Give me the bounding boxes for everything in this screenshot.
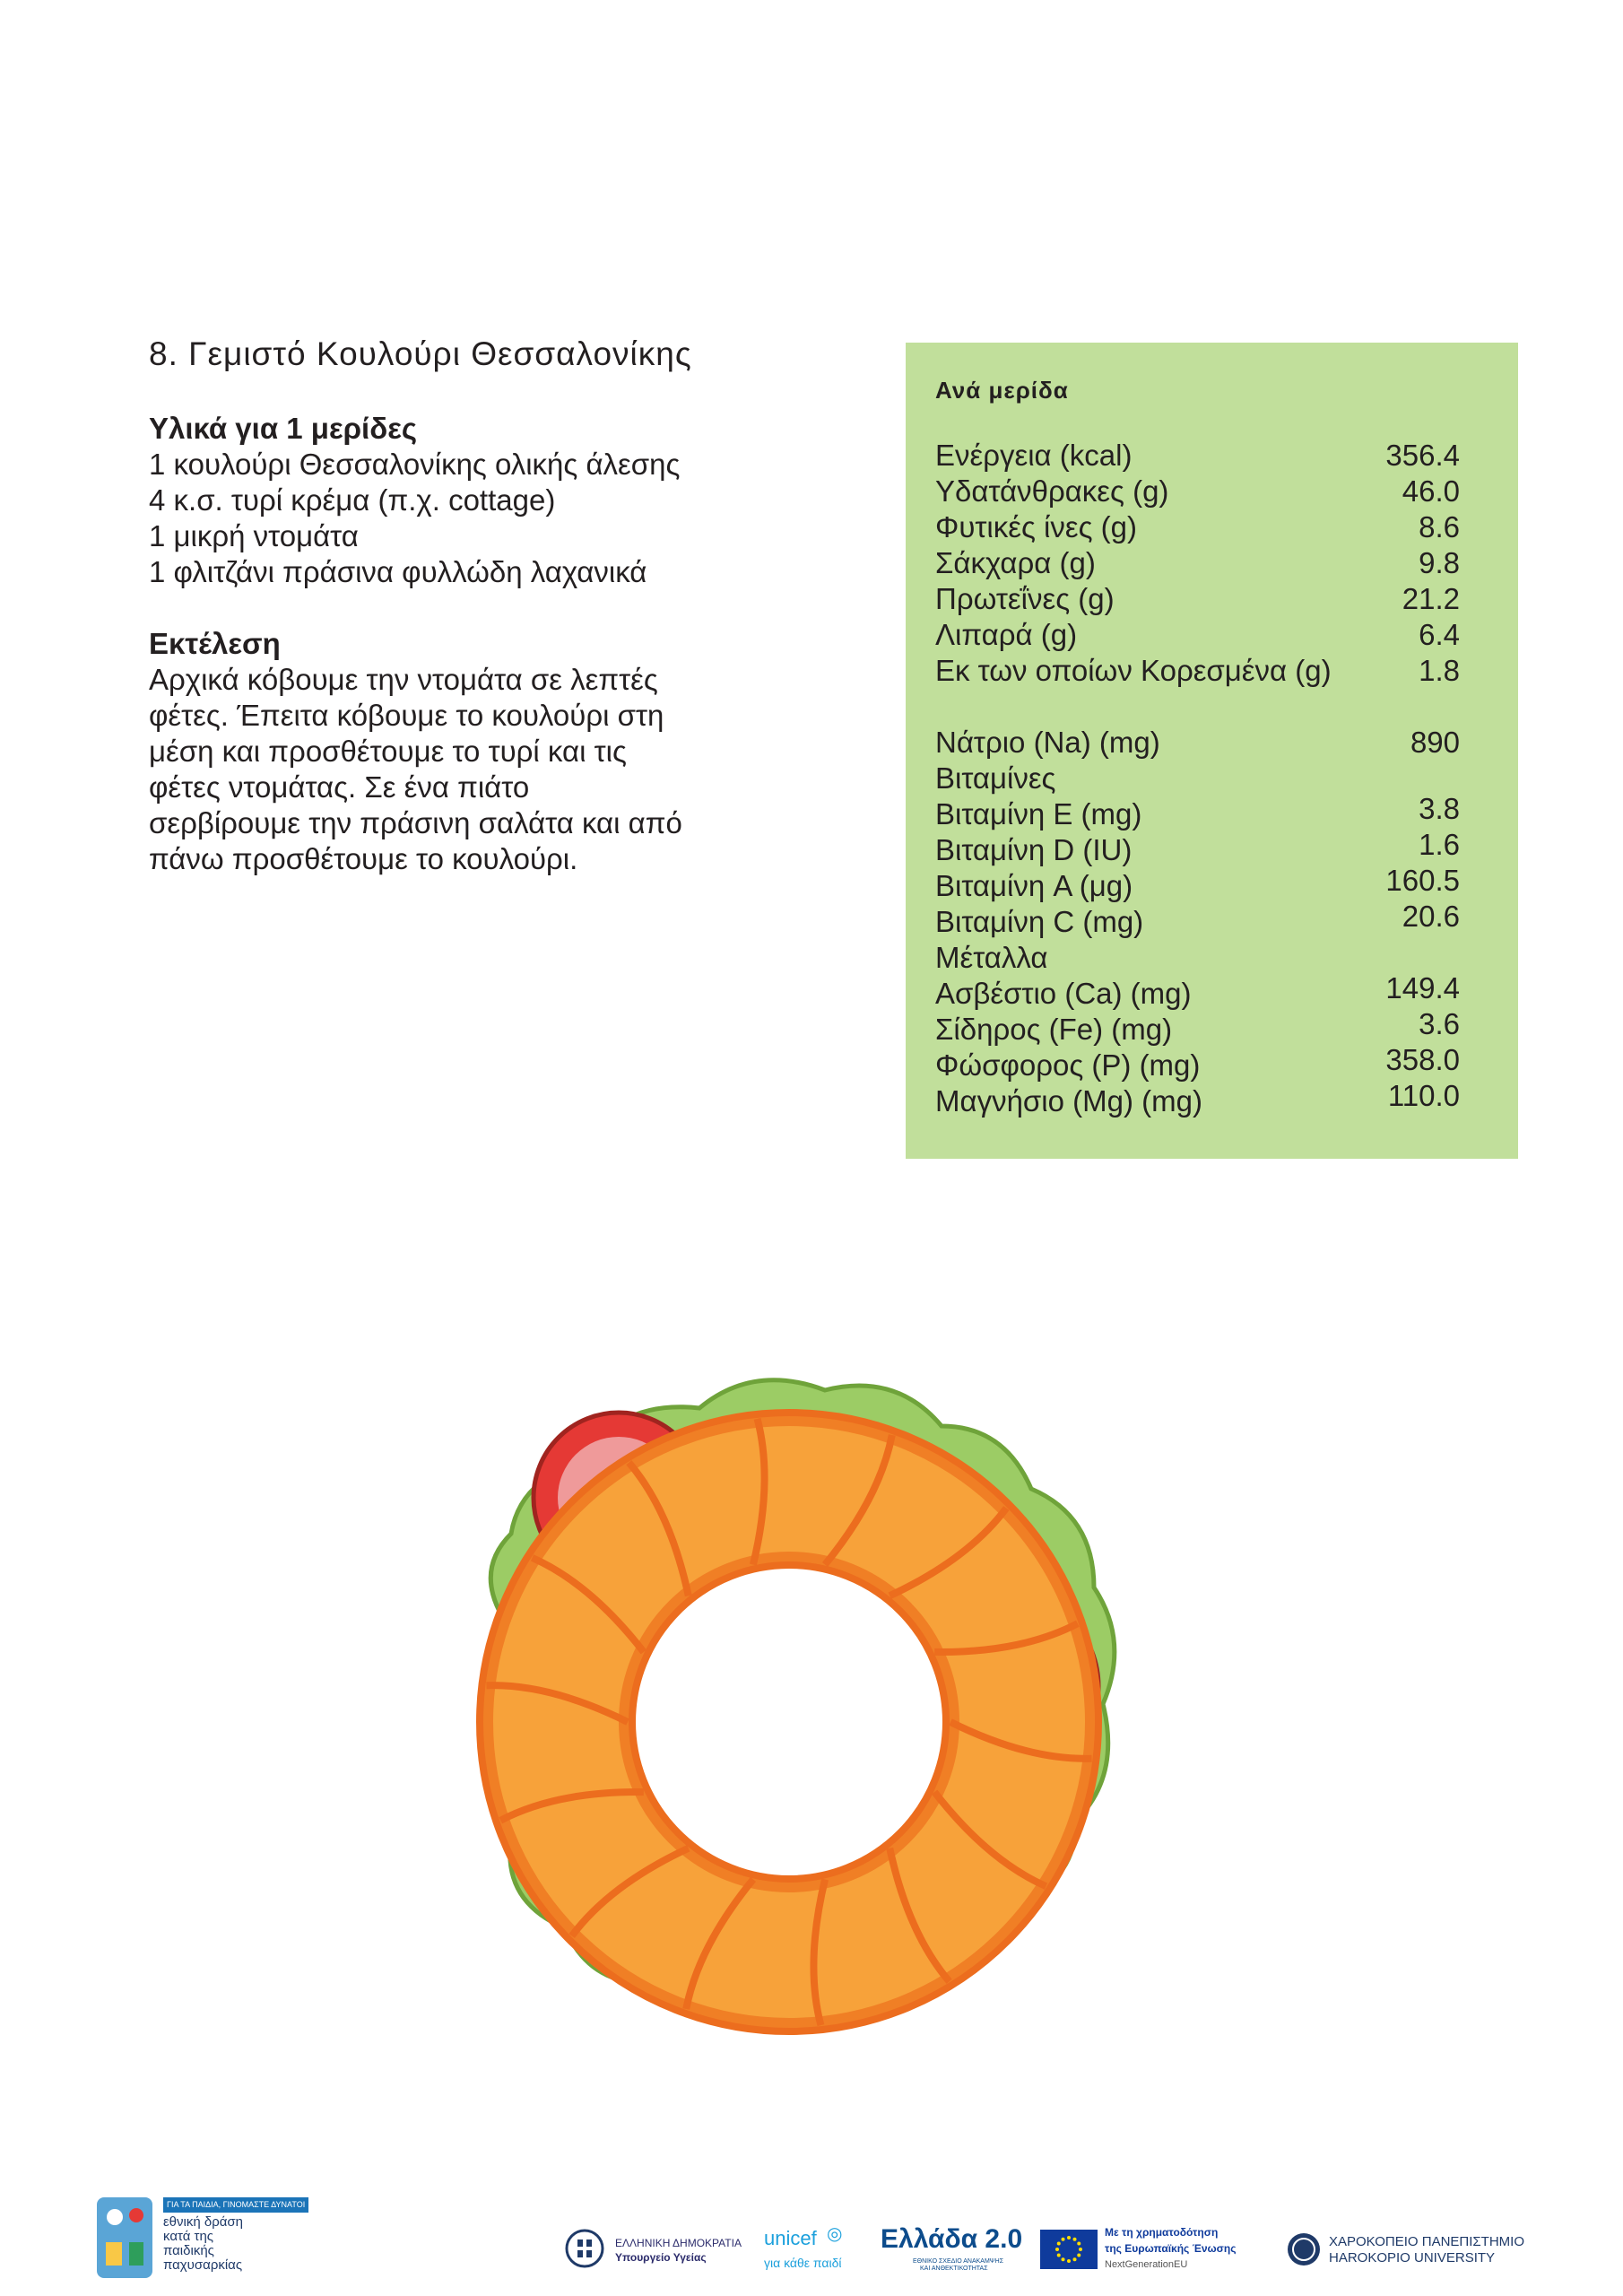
eu-star — [1057, 2254, 1061, 2257]
nutrition-row — [935, 617, 1460, 653]
nutrient-label: Σάκχαρα (g) — [935, 546, 1096, 579]
nutrient-value: 110.0 — [1387, 1079, 1460, 1112]
campaign-line: παχυσαρκίας — [163, 2257, 243, 2273]
eu-flag-icon — [1040, 2230, 1098, 2269]
nutrient-value: 8.6 — [1419, 510, 1460, 544]
greece20-logo: Ελλάδα 2.0 — [881, 2224, 1023, 2254]
footer-logos — [0, 2188, 1623, 2287]
university-name-en: HAROKOPIO UNIVERSITY — [1329, 2250, 1496, 2266]
nutrient-label: Νάτριο (Na) (mg) — [935, 726, 1160, 759]
spacer — [149, 590, 768, 626]
nutrient-value: 6.4 — [1419, 618, 1460, 651]
vitamins-heading — [935, 761, 1460, 796]
nutrient-label: Πρωτεΐνες (g) — [935, 582, 1115, 615]
nutrition-table — [935, 438, 1460, 1119]
nutrient-value: 1.6 — [1419, 828, 1460, 861]
nutrient-label: Ασβέστιο (Ca) (mg) — [935, 977, 1192, 1010]
method-line: Αρχικά κόβουμε την ντομάτα σε λεπτές — [149, 663, 658, 696]
nutrient-label: Ενέργεια (kcal) — [935, 439, 1133, 472]
nutrition-row — [935, 1007, 1460, 1048]
campaign-line: κατά της — [163, 2229, 214, 2244]
university-name-gr: ΧΑΡΟΚΟΠΕΙΟ ΠΑΝΕΠΙΣΤΗΜΙΟ — [1329, 2234, 1525, 2249]
nutrient-label: Φώσφορος (P) (mg) — [935, 1048, 1201, 1082]
recipe-title: 8. Γεμιστό Κουλούρι Θεσσαλονίκης — [149, 335, 692, 372]
method-line: φέτες ντομάτας. Σε ένα πιάτο — [149, 770, 530, 804]
nutrient-value: 358.0 — [1385, 1043, 1460, 1076]
campaign-line: παιδικής — [163, 2243, 214, 2258]
ingredient-item: 4 κ.σ. τυρί κρέμα (π.χ. cottage) — [149, 483, 556, 517]
ingredients-heading: Υλικά για 1 μερίδες — [149, 412, 418, 445]
nutrient-label: Φυτικές ίνες (g) — [935, 510, 1137, 544]
ingredient-item: 1 κουλούρι Θεσσαλονίκης ολικής άλεσης — [149, 448, 681, 481]
method-line: σερβίρουμε την πράσινη σαλάτα και από — [149, 806, 682, 839]
nutrition-row — [935, 509, 1460, 545]
greece20-subtitle: ΕΘΝΙΚΟ ΣΧΕΔΙΟ ΑΝΑΚΑΜΨΗΣ — [913, 2258, 1004, 2265]
nutrient-value: 1.8 — [1419, 654, 1460, 687]
koulouri-illustration — [412, 1345, 1148, 2063]
unicef-tagline: για κάθε παιδί — [764, 2256, 842, 2270]
nutrient-value: 3.8 — [1419, 792, 1460, 825]
nutrition-row — [935, 474, 1460, 509]
group-label: Μέταλλα — [935, 941, 1048, 974]
nutrient-label: Βιταμίνη D (IU) — [935, 833, 1133, 866]
nutrition-row — [935, 545, 1460, 581]
nutrient-value: 356.4 — [1385, 439, 1460, 472]
nutrient-value: 46.0 — [1402, 474, 1460, 508]
campaign-line: εθνική δράση — [163, 2214, 244, 2230]
eu-star — [1057, 2242, 1061, 2246]
nutrient-label: Λιπαρά (g) — [935, 618, 1078, 651]
eu-star — [1079, 2248, 1082, 2251]
ingredient-item: 1 μικρή ντομάτα — [149, 519, 359, 552]
nutrient-label: Εκ των οποίων Κορεσμένα (g) — [935, 654, 1332, 687]
eu-star — [1073, 2257, 1077, 2261]
nutrient-label: Βιταμίνη E (mg) — [935, 797, 1142, 831]
nutrition-row — [935, 828, 1460, 868]
eu-star — [1067, 2259, 1071, 2263]
nutrition-row — [935, 864, 1460, 904]
method-heading: Εκτέλεση — [149, 627, 281, 660]
recipe-text — [149, 411, 768, 877]
university-seal-icon — [1286, 2231, 1322, 2267]
eu-funding-line: της Ευρωπαϊκής Ένωσης — [1105, 2242, 1237, 2255]
eu-star — [1073, 2238, 1077, 2241]
campaign-tag: ΓΙΑ ΤΑ ΠΑΙΔΙΑ, ΓΙΝΟΜΑΣΤΕ ΔΥΝΑΤΟΙ — [163, 2197, 308, 2213]
nutrition-row — [935, 1043, 1460, 1083]
nutrient-value: 9.8 — [1419, 546, 1460, 579]
campaign-logo-icon — [97, 2197, 152, 2278]
ingredient-item: 1 φλιτζάνι πράσινα φυλλώδη λαχανικά — [149, 555, 647, 588]
eu-funding-line: Με τη χρηματοδότηση — [1105, 2226, 1219, 2239]
nutrient-label: Σίδηρος (Fe) (mg) — [935, 1013, 1173, 1046]
nutrition-row — [935, 581, 1460, 617]
nutrient-value: 890 — [1410, 726, 1460, 759]
greek-emblem-icon — [565, 2229, 604, 2268]
ministry-line: ΕΛΛΗΝΙΚΗ ΔΗΜΟΚΡΑΤΙΑ — [615, 2237, 742, 2249]
eu-funding-line: NextGenerationEU — [1105, 2259, 1188, 2270]
group-label: Βιταμίνες — [935, 761, 1056, 795]
method-line: μέση και προσθέτουμε το τυρί και τις — [149, 735, 627, 768]
eu-star — [1055, 2248, 1059, 2251]
nutrient-value: 149.4 — [1385, 971, 1460, 1004]
method-line: φέτες. Έπειτα κόβουμε το κουλούρι στη — [149, 699, 664, 732]
nutrient-value: 3.6 — [1419, 1007, 1460, 1040]
unicef-globe-icon: ◎ — [827, 2224, 843, 2244]
nutrition-row — [935, 792, 1460, 832]
ministry-line: Υπουργείο Υγείας — [615, 2251, 707, 2264]
method-line: πάνω προσθέτουμε το κουλούρι. — [149, 842, 578, 875]
greece20-subtitle: ΚΑΙ ΑΝΘΕΚΤΙΚΟΤΗΤΑΣ — [920, 2266, 988, 2272]
nutrition-row — [935, 1079, 1460, 1119]
nutrient-value: 160.5 — [1385, 864, 1460, 897]
eu-star — [1067, 2236, 1071, 2239]
nutrient-value: 20.6 — [1402, 900, 1460, 933]
nutrient-label: Μαγνήσιο (Mg) (mg) — [935, 1084, 1202, 1118]
nutrition-row — [935, 653, 1460, 689]
nutrient-label: Βιταμίνη C (mg) — [935, 905, 1144, 938]
nutrition-row — [935, 438, 1460, 474]
eu-star — [1062, 2238, 1065, 2241]
unicef-logo: unicef — [764, 2227, 817, 2249]
nutrition-row — [935, 900, 1460, 940]
nutrition-row — [935, 725, 1460, 761]
eu-star — [1077, 2254, 1081, 2257]
nutrient-label: Υδατάνθρακες (g) — [935, 474, 1169, 508]
nutrient-label: Βιταμίνη A (μg) — [935, 869, 1133, 902]
nutrition-row — [935, 971, 1460, 1012]
koulouri-ring — [480, 1413, 1098, 2031]
nutrition-heading: Ανά μερίδα — [935, 377, 1069, 404]
eu-star — [1062, 2257, 1065, 2261]
nutrient-value: 21.2 — [1402, 582, 1460, 615]
eu-star — [1077, 2242, 1081, 2246]
spacer — [935, 689, 1460, 725]
minerals-heading — [935, 940, 1460, 976]
